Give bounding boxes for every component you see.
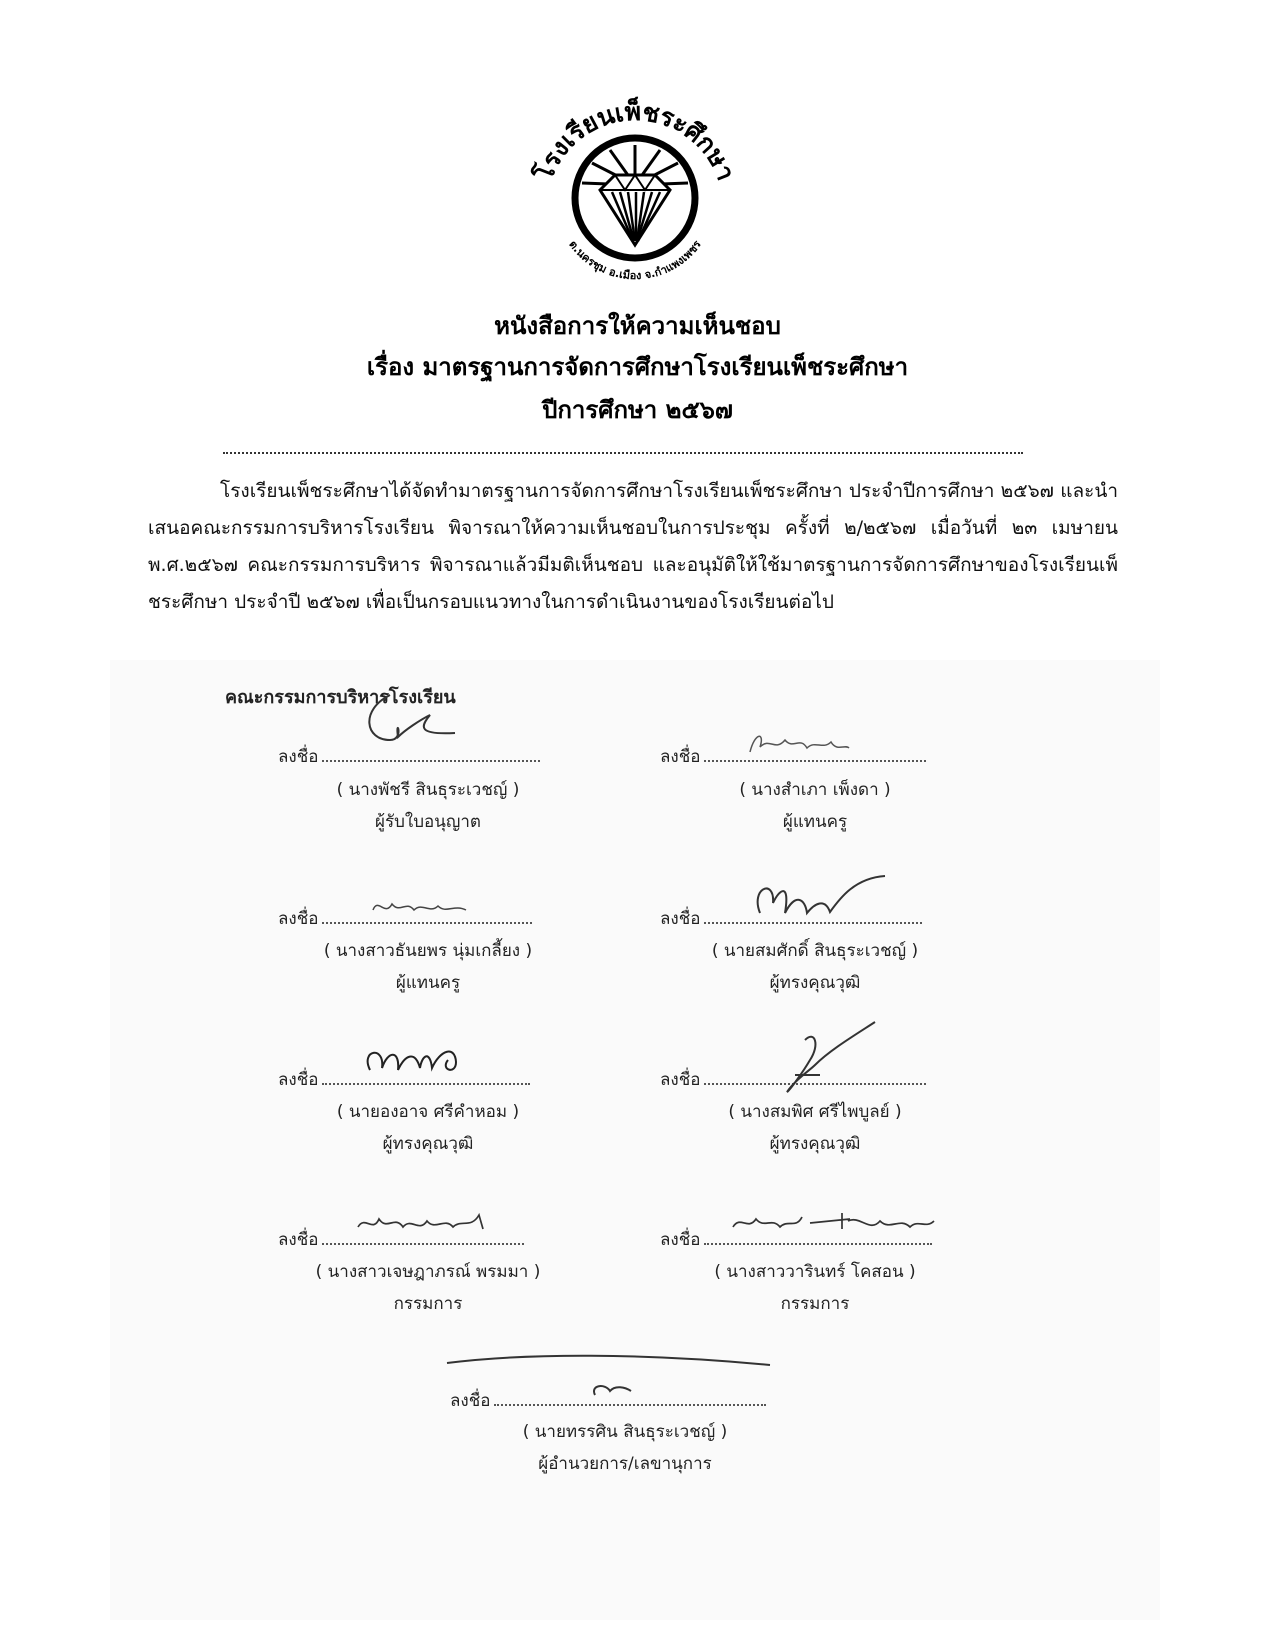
signatory-name: ( นางสาวเจษฎาภรณ์ พรมมา ) xyxy=(315,1262,541,1282)
signatory-name: ( นางสาววารินทร์ โคสอน ) xyxy=(714,1262,916,1282)
signatory-role: กรรมการ xyxy=(393,1294,463,1314)
signatory-role: ผู้ทรงคุณวุฒิ xyxy=(769,1134,861,1154)
school-logo xyxy=(520,95,750,285)
sign-label: ลงชื่อ xyxy=(660,1070,701,1090)
signature-mark xyxy=(360,685,460,760)
sign-line xyxy=(450,1387,766,1414)
sign-label: ลงชื่อ xyxy=(660,747,701,767)
signatory-name: ( นางสำเภา เพ็งดา ) xyxy=(739,780,891,800)
signatory-name: ( นางพัชรี สินธุระเวชญ์ ) xyxy=(336,780,520,800)
signatory-name: ( นางสาวธันยพร นุ่มเกลี้ยง ) xyxy=(323,941,533,961)
signatory-role: ผู้รับใบอนุญาต xyxy=(375,812,481,832)
signatory-name: ( นายองอาจ ศรีคำหอม ) xyxy=(336,1102,520,1122)
sign-label: ลงชื่อ xyxy=(450,1391,491,1411)
signature-mark xyxy=(745,722,855,762)
document-title: หนังสือการให้ความเห็นชอบ xyxy=(494,312,781,340)
sign-label: ลงชื่อ xyxy=(278,909,319,929)
svg-text:ต.นครชุม อ.เมือง จ.กำแพงเพชร: ต.นครชุม อ.เมือง จ.กำแพงเพชร xyxy=(566,238,704,283)
signature-mark xyxy=(730,1205,940,1240)
divider xyxy=(223,452,1023,454)
document-subject: เรื่อง มาตรฐานการจัดการศึกษาโรงเรียนเพ็ชระศึกษา xyxy=(366,353,909,381)
signatory-name: ( นางสมพิศ ศรีไพบูลย์ ) xyxy=(728,1102,902,1122)
signature-mark xyxy=(745,868,895,928)
signatory-role: ผู้ทรงคุณวุฒิ xyxy=(769,973,861,993)
svg-text:โรงเรียนเพ็ชระศึกษา: โรงเรียนเพ็ชระศึกษา xyxy=(529,97,741,185)
signatory-role: กรรมการ xyxy=(780,1294,850,1314)
board-title: คณะกรรมการบริหารโรงเรียน xyxy=(225,687,456,708)
signatory-name: ( นายสมศักดิ์ สินธุระเวชญ์ ) xyxy=(711,941,919,961)
sign-label: ลงชื่อ xyxy=(278,1070,319,1090)
sign-label: ลงชื่อ xyxy=(660,909,701,929)
signature-mark xyxy=(370,892,470,922)
approval-statement: โรงเรียนเพ็ชระศึกษาได้จัดทำมาตรฐานการจัดการศึกษาโรงเรียนเพ็ชระศึกษา ประจำปีการศึกษา ๒๕๖๗ และนำเสนอคณะกรรมการบริหารโรงเรียน พิจารณาให้ความเห็นชอบในการประชุม ครั้งที่ ๒/๒๕๖๗ เมื่อวันที่ ๒๓ เมษายน พ.ศ.๒๕๖๗ คณะกรรมการบริหาร พิจารณาแล้วมีมติเห็นชอบ และอนุมัติให้ใช้มาตรฐานการจัดการศึกษาของโรงเรียนเพ็ชระศึกษา ประจำปี ๒๕๖๗ เพื่อเป็นกรอบแนวทางในการดำเนินงานของโรงเรียนต่อไป xyxy=(148,480,1118,613)
signature-mark xyxy=(360,1040,470,1085)
signatory-role: ผู้แทนครู xyxy=(782,812,848,832)
sign-label: ลงชื่อ xyxy=(278,1230,319,1250)
sign-label: ลงชื่อ xyxy=(660,1230,701,1250)
signatory-role: ผู้ทรงคุณวุฒิ xyxy=(382,1134,474,1154)
sign-label: ลงชื่อ xyxy=(278,747,319,767)
signatory-role: ผู้อำนวยการ/เลขานุการ xyxy=(538,1454,712,1474)
signature-mark xyxy=(775,1020,885,1100)
signatory-role: ผู้แทนครู xyxy=(395,973,461,993)
signature-mark xyxy=(355,1205,495,1240)
academic-year: ปีการศึกษา ๒๕๖๗ xyxy=(542,396,733,424)
signatory-name: ( นายทรรศิน สินธุระเวชญ์ ) xyxy=(522,1422,728,1442)
